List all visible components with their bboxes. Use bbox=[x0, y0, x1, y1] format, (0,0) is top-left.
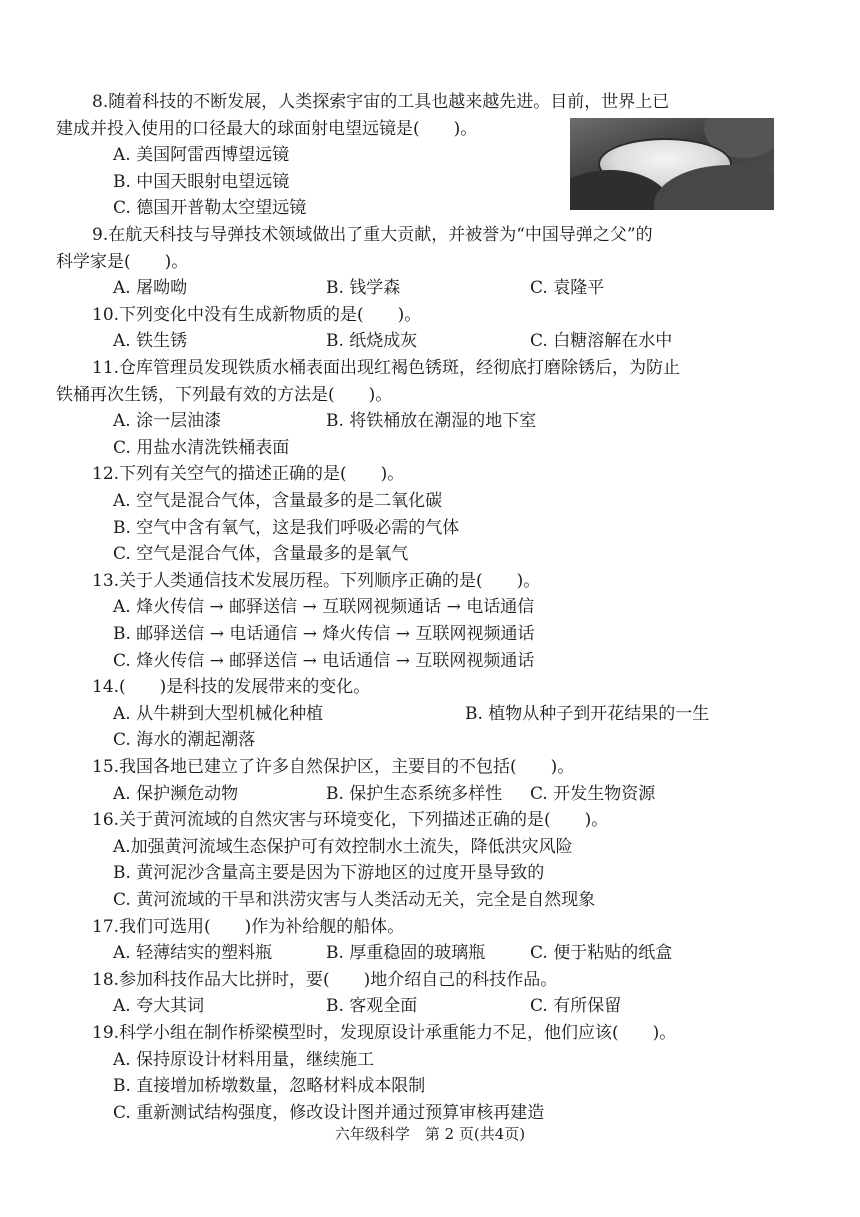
question-text: 关于黄河流域的自然灾害与环境变化，下列描述正确的是( )。 bbox=[119, 810, 609, 831]
answer-option: A. 屠呦呦 bbox=[113, 278, 188, 299]
question-text: 铁桶再次生锈，下列最有效的方法是( )。 bbox=[56, 384, 393, 405]
answer-option: C. 开发生物资源 bbox=[530, 783, 656, 804]
question-stem bbox=[0, 807, 860, 833]
question-stem bbox=[0, 568, 860, 594]
answer-option: B. 厚重稳固的玻璃瓶 bbox=[326, 943, 486, 964]
question-text: 在航天科技与导弹技术领域做出了重大贡献，并被誉为“中国导弹之父”的 bbox=[108, 225, 653, 245]
answer-option: B. 邮驿送信 → 电话通信 → 烽火传信 → 互联网视频通话 bbox=[113, 624, 535, 644]
answer-option: B. 将铁桶放在潮湿的地下室 bbox=[326, 411, 537, 432]
question-text: 科学小组在制作桥梁模型时，发现原设计承重能力不足，他们应该( )。 bbox=[119, 1023, 677, 1043]
question-text: 建成并投入使用的口径最大的球面射电望远镜是( )。 bbox=[56, 118, 478, 139]
question-number: 12. bbox=[92, 464, 120, 485]
question-text: 我国各地已建立了许多自然保护区，主要目的不包括( )。 bbox=[119, 757, 575, 777]
answer-option: A. 从牛耕到大型机械化种植 bbox=[113, 703, 324, 724]
question-text: 科学家是( )。 bbox=[56, 251, 189, 272]
answer-option: C. 用盐水清洗铁桶表面 bbox=[113, 437, 290, 458]
answer-option: A. 夸大其词 bbox=[113, 996, 205, 1017]
answer-option: C. 海水的潮起潮落 bbox=[113, 730, 256, 751]
answer-option: A. 烽火传信 → 邮驿送信 → 互联网视频通话 → 电话通信 bbox=[113, 597, 535, 618]
answer-option: C. 白糖溶解在水中 bbox=[530, 331, 673, 352]
answer-option: A. 轻薄结实的塑料瓶 bbox=[113, 943, 273, 964]
question-text: 仓库管理员发现铁质水桶表面出现红褐色锈斑，经彻底打磨除锈后，为防止 bbox=[119, 358, 681, 378]
answer-option: B. 直接增加桥墩数量，忽略材料成本限制 bbox=[113, 1076, 426, 1097]
answer-option: C. 烽火传信 → 邮驿送信 → 电话通信 → 互联网视频通话 bbox=[113, 650, 535, 671]
answer-option: B. 空气中含有氧气，这是我们呼吸必需的气体 bbox=[113, 517, 460, 538]
answer-option: A. 保持原设计材料用量，继续施工 bbox=[113, 1049, 375, 1070]
question-text: ( )是科技的发展带来的变化。 bbox=[119, 677, 371, 698]
answer-option: C. 袁隆平 bbox=[530, 278, 605, 299]
question-number: 13. bbox=[92, 570, 120, 591]
question-stem bbox=[0, 89, 860, 115]
answer-option: B. 植物从种子到开花结果的一生 bbox=[465, 703, 710, 724]
answer-option: B. 客观全面 bbox=[326, 996, 418, 1017]
answer-option: A. 空气是混合气体，含量最多的是二氧化碳 bbox=[113, 491, 443, 511]
answer-option: A. 铁生锈 bbox=[113, 331, 188, 352]
question-stem bbox=[0, 461, 860, 487]
question-stem-continuation bbox=[0, 249, 860, 275]
answer-option: C. 黄河流域的干旱和洪涝灾害与人类活动无关，完全是自然现象 bbox=[113, 890, 596, 910]
answer-option: A. 涂一层油漆 bbox=[113, 411, 222, 432]
answer-option: B. 保护生态系统多样性 bbox=[326, 783, 503, 804]
question-number: 19. bbox=[92, 1023, 120, 1043]
question-text: 下列变化中没有生成新物质的是( )。 bbox=[119, 304, 422, 325]
question-stem bbox=[0, 222, 860, 248]
question-number: 10. bbox=[92, 304, 120, 325]
question-stem bbox=[0, 302, 860, 328]
page-footer: 六年级科学 第 2 页(共4页) bbox=[334, 1125, 526, 1143]
question-number: 9. bbox=[92, 225, 109, 245]
question-text: 我们可选用( )作为补给舰的船体。 bbox=[119, 916, 405, 937]
question-stem bbox=[0, 674, 860, 700]
answer-option: B. 钱学森 bbox=[326, 278, 401, 299]
question-number: 16. bbox=[92, 810, 120, 831]
question-number: 18. bbox=[92, 969, 120, 990]
answer-option: C. 德国开普勒太空望远镜 bbox=[113, 198, 307, 219]
answer-option: C. 便于粘贴的纸盒 bbox=[530, 943, 673, 964]
question-number: 17. bbox=[92, 916, 120, 937]
question-number: 11. bbox=[92, 358, 120, 378]
question-number: 14. bbox=[92, 677, 120, 698]
question-text: 随着科技的不断发展，人类探索宇宙的工具也越来越先进。目前，世界上已 bbox=[108, 92, 670, 112]
question-stem bbox=[0, 914, 860, 940]
question-text: 参加科技作品大比拼时，要( )地介绍自己的科技作品。 bbox=[119, 969, 558, 990]
question-stem bbox=[0, 967, 860, 993]
answer-option: C. 空气是混合气体，含量最多的是氧气 bbox=[113, 544, 409, 565]
question-stem bbox=[0, 1020, 860, 1046]
question-text: 关于人类通信技术发展历程。下列顺序正确的是( )。 bbox=[119, 570, 541, 591]
question-number: 8. bbox=[92, 92, 109, 112]
question-stem bbox=[0, 355, 860, 381]
answer-option: C. 有所保留 bbox=[530, 996, 622, 1017]
question-stem-continuation bbox=[0, 382, 860, 408]
answer-option: A. 美国阿雷西博望远镜 bbox=[113, 145, 290, 166]
answer-option: B. 纸烧成灰 bbox=[326, 331, 418, 352]
question-stem-continuation bbox=[0, 116, 860, 142]
answer-option: A.加强黄河流域生态保护可有效控制水土流失，降低洪灾风险 bbox=[113, 836, 573, 857]
answer-option: C. 重新测试结构强度，修改设计图并通过预算审核再建造 bbox=[113, 1102, 545, 1123]
answer-option: B. 中国天眼射电望远镜 bbox=[113, 171, 290, 192]
answer-option: B. 黄河泥沙含量高主要是因为下游地区的过度开垦导致的 bbox=[113, 863, 545, 884]
question-stem bbox=[0, 754, 860, 780]
question-text: 下列有关空气的描述正确的是( )。 bbox=[119, 464, 405, 485]
question-number: 15. bbox=[92, 757, 120, 777]
answer-option: A. 保护濒危动物 bbox=[113, 783, 239, 804]
